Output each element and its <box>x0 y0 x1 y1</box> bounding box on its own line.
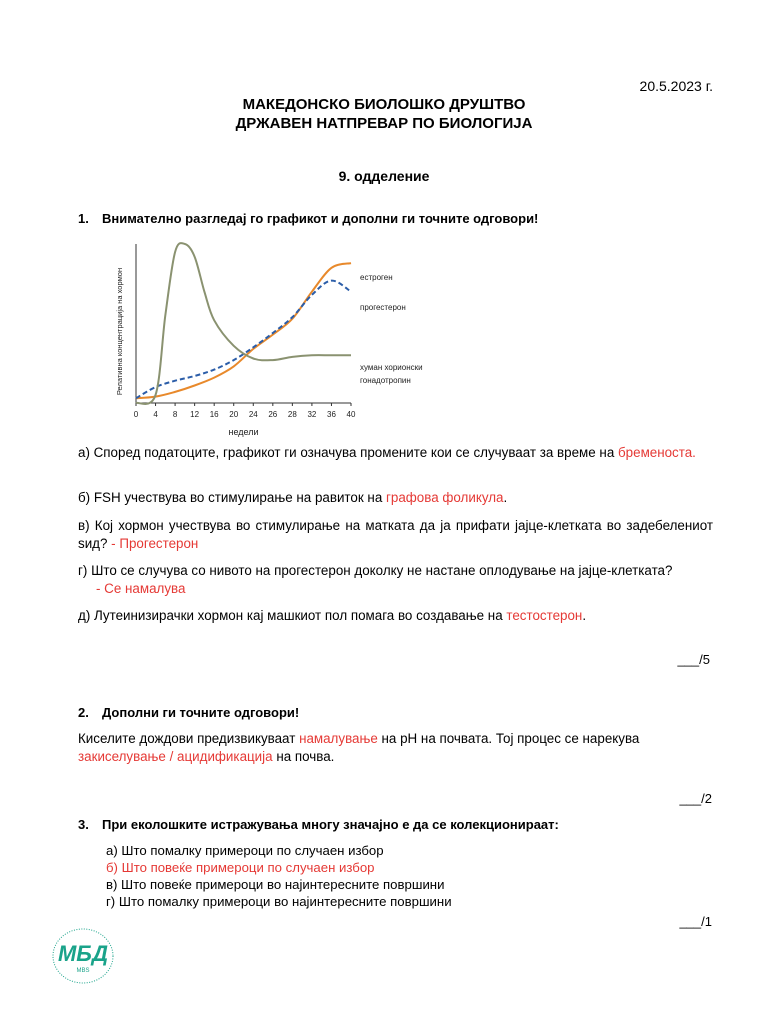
x-tick-label: 16 <box>209 410 219 419</box>
q1-c <box>78 517 713 553</box>
mbd-logo <box>50 926 116 986</box>
q1-b-text: б) FSH учествува во стимулирање на равиток на <box>78 490 386 505</box>
q1-e-tail: . <box>582 608 587 623</box>
x-tick-label: 0 <box>133 410 139 419</box>
q1-d-text: г) Што се случува со нивото на прогестерон доколку не настане оплодување на јајце-клетката? <box>78 563 673 578</box>
q1-b-answer: графова фоликула <box>386 490 504 505</box>
q1-d <box>78 562 713 598</box>
q1-c-text: в) Кој хормон учествува во стимулирање на матката да ја прифати јајце-клетката во задебелениот sид? <box>78 518 713 551</box>
x-tick-label: 4 <box>153 410 158 419</box>
estrogen-line <box>136 263 351 398</box>
hormone-chart <box>110 238 450 438</box>
event-title: ДРЖАВЕН НАТПРЕВАР ПО БИОЛОГИЈА <box>235 115 533 132</box>
legend-progesterone: прогестерон <box>360 303 406 312</box>
grade: 9. одделение <box>338 168 430 184</box>
date: 20.5.2023 г. <box>639 78 713 94</box>
q3-option-a: а) Што помалку примероци по случаен избор <box>106 843 384 858</box>
q1-d-answer: - Се намалува <box>96 581 186 596</box>
q2-l1-answer: намалување <box>299 731 378 746</box>
hcg-line <box>136 243 351 404</box>
q2-number: 2. <box>78 705 89 720</box>
q2-l2-post: на почва. <box>272 749 335 764</box>
q2-l1-post: на pH на почвата. Тој процес се нарекува <box>377 731 640 746</box>
q2-score: ___/2 <box>679 791 712 806</box>
q3-option-b: б) Што повеќе примероци по случаен избор <box>106 860 375 875</box>
q1-title: Внимателно разгледај го графикот и дополни ги точните одговори! <box>102 211 539 226</box>
x-tick-label: 36 <box>327 410 336 419</box>
q1-b <box>78 489 713 507</box>
q3-option-d: г) Што помалку примероци во најинтересните површини <box>106 894 452 909</box>
q3-option-c: в) Што повеќе примероци во најинтересните површини <box>106 877 445 892</box>
q1-a <box>78 444 713 462</box>
legend-hcg-line2: гонадотропин <box>360 376 411 385</box>
x-tick-label: 24 <box>248 410 258 419</box>
q3-title: При еколошките истражувања многу значајно е да се колекционираат: <box>102 817 559 832</box>
q1-b-tail: . <box>503 490 508 505</box>
q1-e <box>78 607 713 625</box>
x-tick-label: 32 <box>307 410 317 419</box>
x-tick-label: 28 <box>287 410 297 419</box>
x-tick-label: 20 <box>229 410 239 419</box>
x-axis-label: недели <box>228 427 259 437</box>
q1-heading <box>78 211 538 226</box>
q2-title: Дополни ги точните одговори! <box>102 705 300 720</box>
q1-a-text: а) Според податоците, графикот ги означува промените кои се случуваат за време на <box>78 445 618 460</box>
q2-l2-answer: закиселување / ацидификација <box>78 749 273 764</box>
q3-score: ___/1 <box>679 914 712 929</box>
q3-heading <box>78 817 559 832</box>
logo-sub: MBS <box>76 968 90 974</box>
x-tick-label: 40 <box>346 410 356 419</box>
x-tick-label: 26 <box>268 410 278 419</box>
q1-number: 1. <box>78 211 89 226</box>
q2-l1-pre: Киселите дождови предизвикуваат <box>78 731 300 746</box>
y-axis-label: Релативна концентрација на хормон <box>115 267 124 396</box>
q1-e-text: д) Лутеинизирачки хормон кај машкиот пол помага во создавање на <box>78 608 507 623</box>
q1-a-answer: бременоста. <box>618 445 696 460</box>
q2-heading <box>78 705 299 720</box>
legend-estrogen: естроген <box>360 273 393 282</box>
q2-text <box>78 730 713 766</box>
logo-text: МБД <box>57 941 109 966</box>
org-title: МАКЕДОНСКО БИОЛОШКО ДРУШТВО <box>242 96 526 113</box>
x-tick-label: 8 <box>172 410 178 419</box>
q1-c-answer: - Прогестерон <box>111 536 199 551</box>
q1-e-answer: тестостерон <box>506 608 583 623</box>
legend-hcg-line1: хуман хорионски <box>360 363 423 372</box>
q1-score: ___/5 <box>677 652 710 667</box>
q3-number: 3. <box>78 817 89 832</box>
x-tick-label: 12 <box>190 410 200 419</box>
